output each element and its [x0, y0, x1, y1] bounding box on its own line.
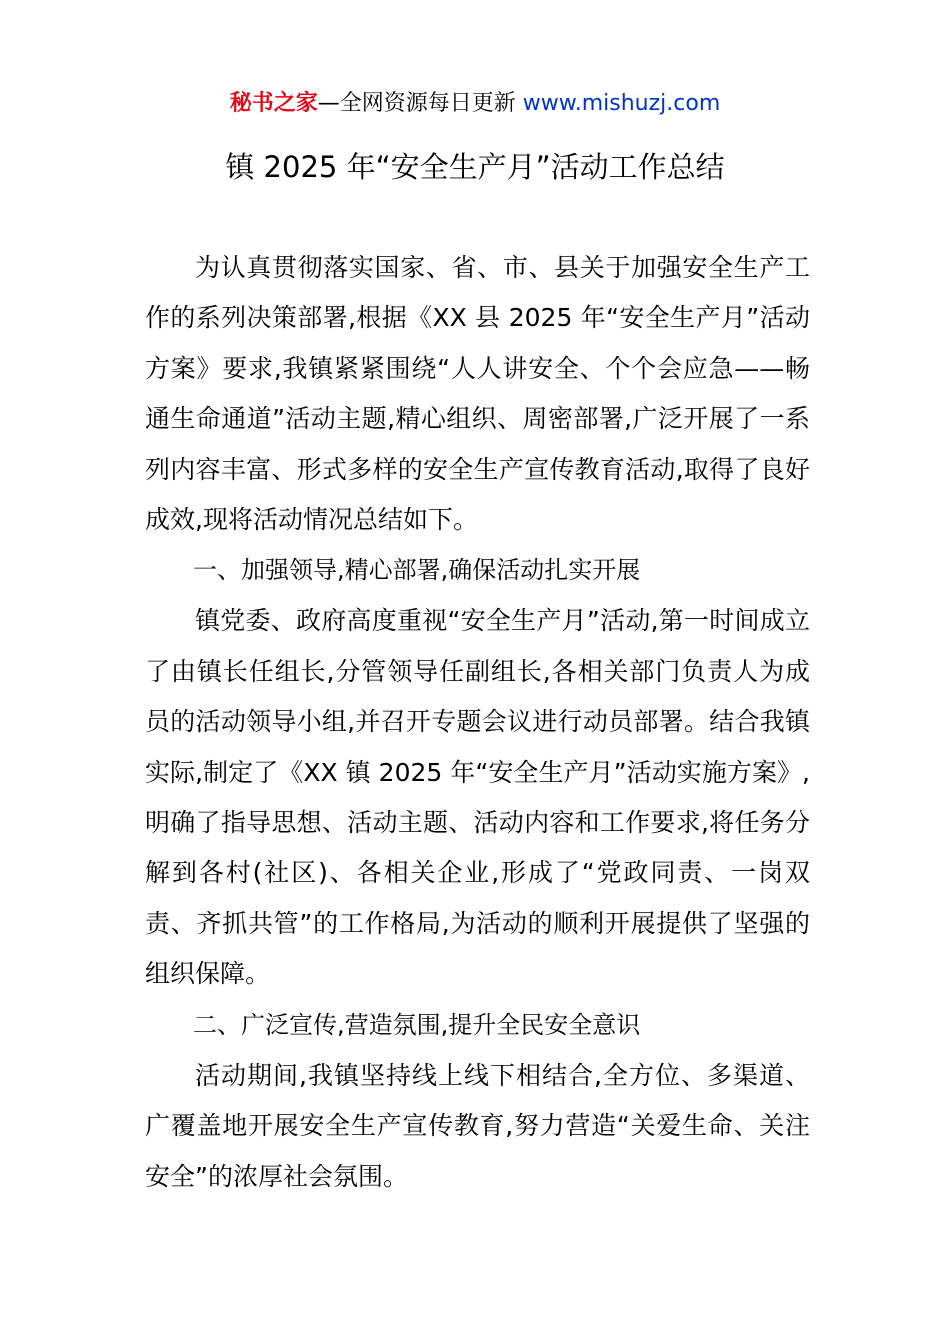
site-slogan: —全网资源每日更新	[317, 91, 516, 116]
site-url-link[interactable]: www.mishuzj.com	[522, 91, 721, 116]
paragraph-section-2: 活动期间,我镇坚持线上线下相结合,全方位、多渠道、广覆盖地开展安全生产宣传教育,努力营造“关爱生命、关注安全”的浓厚社会氛围。	[145, 1060, 810, 1191]
site-name: 秘书之家	[229, 91, 318, 116]
section-heading-1: 一、加强领导,精心部署,确保活动扎实开展	[193, 556, 641, 585]
site-header	[0, 88, 950, 120]
document-title: 镇 2025 年“安全生产月”活动工作总结	[225, 150, 725, 184]
document-body	[145, 243, 810, 1202]
paragraph-intro: 为认真贯彻落实国家、省、市、县关于加强安全生产工作的系列决策部署,根据《XX 县 2025 年“安全生产月”活动方案》要求,我镇紧紧围绕“人人讲安全、个个会应急——畅通生命通道”活动主题,精心组织、周密部署,广泛开展了一系列内容丰富、形式多样的安全生产宣传教育活动,取得了良好成效,现将活动情况总结如下。	[145, 253, 810, 535]
section-heading-2: 二、广泛宣传,营造氛围,提升全民安全意识	[193, 1010, 641, 1039]
paragraph-section-1: 镇党委、政府高度重视“安全生产月”活动,第一时间成立了由镇长任组长,分管领导任副组长,各相关部门负责人为成员的活动领导小组,并召开专题会议进行动员部署。结合我镇实际,制定了《XX 镇 2025 年“安全生产月”活动实施方案》,明确了指导思想、活动主题、活动内容和工作要求,将任务分解到各村(社区)、各相关企业,形成了“党政同责、一岗双责、齐抓共管”的工作格局,为活动的顺利开展提供了坚强的组织保障。	[145, 606, 810, 989]
